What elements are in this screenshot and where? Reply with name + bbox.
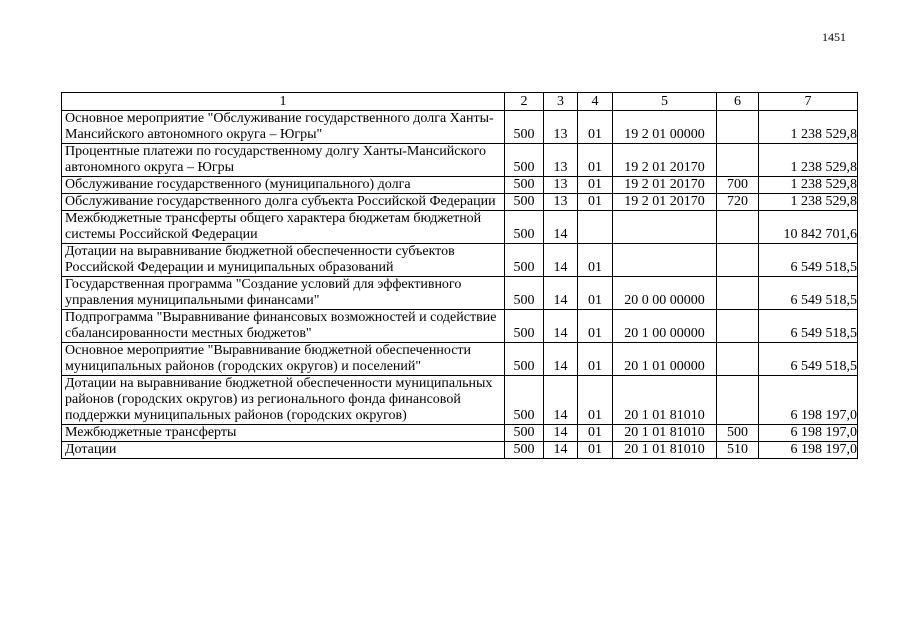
row-name: Подпрограмма "Выравнивание финансовых возможностей и содействие сбалансированности местных бюджетов"	[62, 310, 505, 343]
header-cell: 1	[62, 93, 505, 111]
row-c2: 500	[505, 244, 544, 277]
table-row	[62, 144, 858, 177]
row-c2: 500	[505, 111, 544, 144]
row-c5: 20 1 00 00000	[613, 310, 717, 343]
row-c6	[717, 244, 759, 277]
row-name: Дотации на выравнивание бюджетной обеспеченности субъектов Российской Федерации и муниципальных образований	[62, 244, 505, 277]
table-row	[62, 310, 858, 343]
row-c4: 01	[578, 277, 613, 310]
header-cell: 2	[505, 93, 544, 111]
page-number: 1451	[822, 30, 846, 44]
row-c7: 1 238 529,8	[759, 111, 858, 144]
header-cell: 5	[613, 93, 717, 111]
row-name: Межбюджетные трансферты	[62, 425, 505, 442]
row-c7: 1 238 529,8	[759, 144, 858, 177]
row-c2: 500	[505, 211, 544, 244]
row-c5: 19 2 01 20170	[613, 144, 717, 177]
table-row	[62, 442, 858, 459]
budget-table	[61, 92, 858, 459]
row-c7: 6 549 518,5	[759, 244, 858, 277]
row-c6: 500	[717, 425, 759, 442]
row-c3: 14	[544, 211, 578, 244]
row-c2: 500	[505, 376, 544, 425]
row-c2: 500	[505, 343, 544, 376]
row-c5: 19 2 01 20170	[613, 194, 717, 211]
row-c4: 01	[578, 376, 613, 425]
header-cell: 3	[544, 93, 578, 111]
row-c4: 01	[578, 425, 613, 442]
row-c3: 14	[544, 277, 578, 310]
row-c5: 19 2 01 00000	[613, 111, 717, 144]
row-name: Обслуживание государственного долга субъекта Российской Федерации	[62, 194, 505, 211]
row-c7: 6 549 518,5	[759, 343, 858, 376]
row-c3: 14	[544, 442, 578, 459]
row-name: Дотации на выравнивание бюджетной обеспеченности муниципальных районов (городских округов) из регионального фонда финансовой поддержки муниципальных районов (городских округов)	[62, 376, 505, 425]
table-row	[62, 376, 858, 425]
row-c6: 720	[717, 194, 759, 211]
row-c7: 6 549 518,5	[759, 277, 858, 310]
table-row	[62, 425, 858, 442]
row-c3: 14	[544, 310, 578, 343]
header-cell: 4	[578, 93, 613, 111]
row-c4: 01	[578, 194, 613, 211]
table-row	[62, 244, 858, 277]
row-name: Основное мероприятие "Обслуживание государственного долга Ханты-Мансийского автономного округа – Югры"	[62, 111, 505, 144]
row-c2: 500	[505, 442, 544, 459]
row-name: Процентные платежи по государственному долгу Ханты-Мансийского автономного округа – Югры	[62, 144, 505, 177]
row-c4: 01	[578, 442, 613, 459]
row-c6	[717, 144, 759, 177]
row-c4: 01	[578, 111, 613, 144]
row-name: Обслуживание государственного (муниципального) долга	[62, 177, 505, 194]
row-c6	[717, 343, 759, 376]
table-row	[62, 177, 858, 194]
row-c7: 6 198 197,0	[759, 425, 858, 442]
row-c3: 14	[544, 425, 578, 442]
row-name: Межбюджетные трансферты общего характера бюджетам бюджетной системы Российской Федерации	[62, 211, 505, 244]
row-c5: 20 1 01 00000	[613, 343, 717, 376]
row-c7: 6 198 197,0	[759, 442, 858, 459]
row-c4: 01	[578, 343, 613, 376]
row-c4: 01	[578, 144, 613, 177]
table-row	[62, 343, 858, 376]
row-c3: 13	[544, 177, 578, 194]
row-c6	[717, 376, 759, 425]
row-c5: 20 1 01 81010	[613, 376, 717, 425]
row-c3: 14	[544, 376, 578, 425]
row-c6: 510	[717, 442, 759, 459]
row-c7: 10 842 701,6	[759, 211, 858, 244]
header-cell: 7	[759, 93, 858, 111]
row-c5: 20 1 01 81010	[613, 442, 717, 459]
row-c4: 01	[578, 244, 613, 277]
row-c4	[578, 211, 613, 244]
row-c2: 500	[505, 194, 544, 211]
row-c3: 13	[544, 144, 578, 177]
row-c3: 13	[544, 194, 578, 211]
row-c6: 700	[717, 177, 759, 194]
table-row	[62, 277, 858, 310]
row-c2: 500	[505, 177, 544, 194]
row-c5: 20 1 01 81010	[613, 425, 717, 442]
row-c6	[717, 111, 759, 144]
row-c6	[717, 211, 759, 244]
row-c3: 14	[544, 244, 578, 277]
row-name: Основное мероприятие "Выравнивание бюджетной обеспеченности муниципальных районов (городских округов) и поселений"	[62, 343, 505, 376]
row-c2: 500	[505, 277, 544, 310]
row-c7: 6 198 197,0	[759, 376, 858, 425]
row-c3: 13	[544, 111, 578, 144]
row-c5: 19 2 01 20170	[613, 177, 717, 194]
row-c5	[613, 244, 717, 277]
row-c6	[717, 310, 759, 343]
row-c2: 500	[505, 310, 544, 343]
row-c4: 01	[578, 177, 613, 194]
row-c7: 6 549 518,5	[759, 310, 858, 343]
row-c2: 500	[505, 425, 544, 442]
row-c2: 500	[505, 144, 544, 177]
row-c3: 14	[544, 343, 578, 376]
header-cell: 6	[717, 93, 759, 111]
row-name: Дотации	[62, 442, 505, 459]
table-row	[62, 111, 858, 144]
row-c6	[717, 277, 759, 310]
row-c5	[613, 211, 717, 244]
row-c7: 1 238 529,8	[759, 194, 858, 211]
row-name: Государственная программа "Создание условий для эффективного управления муниципальными финансами"	[62, 277, 505, 310]
header-row	[62, 93, 858, 111]
row-c4: 01	[578, 310, 613, 343]
table-row	[62, 211, 858, 244]
row-c7: 1 238 529,8	[759, 177, 858, 194]
table-row	[62, 194, 858, 211]
row-c5: 20 0 00 00000	[613, 277, 717, 310]
